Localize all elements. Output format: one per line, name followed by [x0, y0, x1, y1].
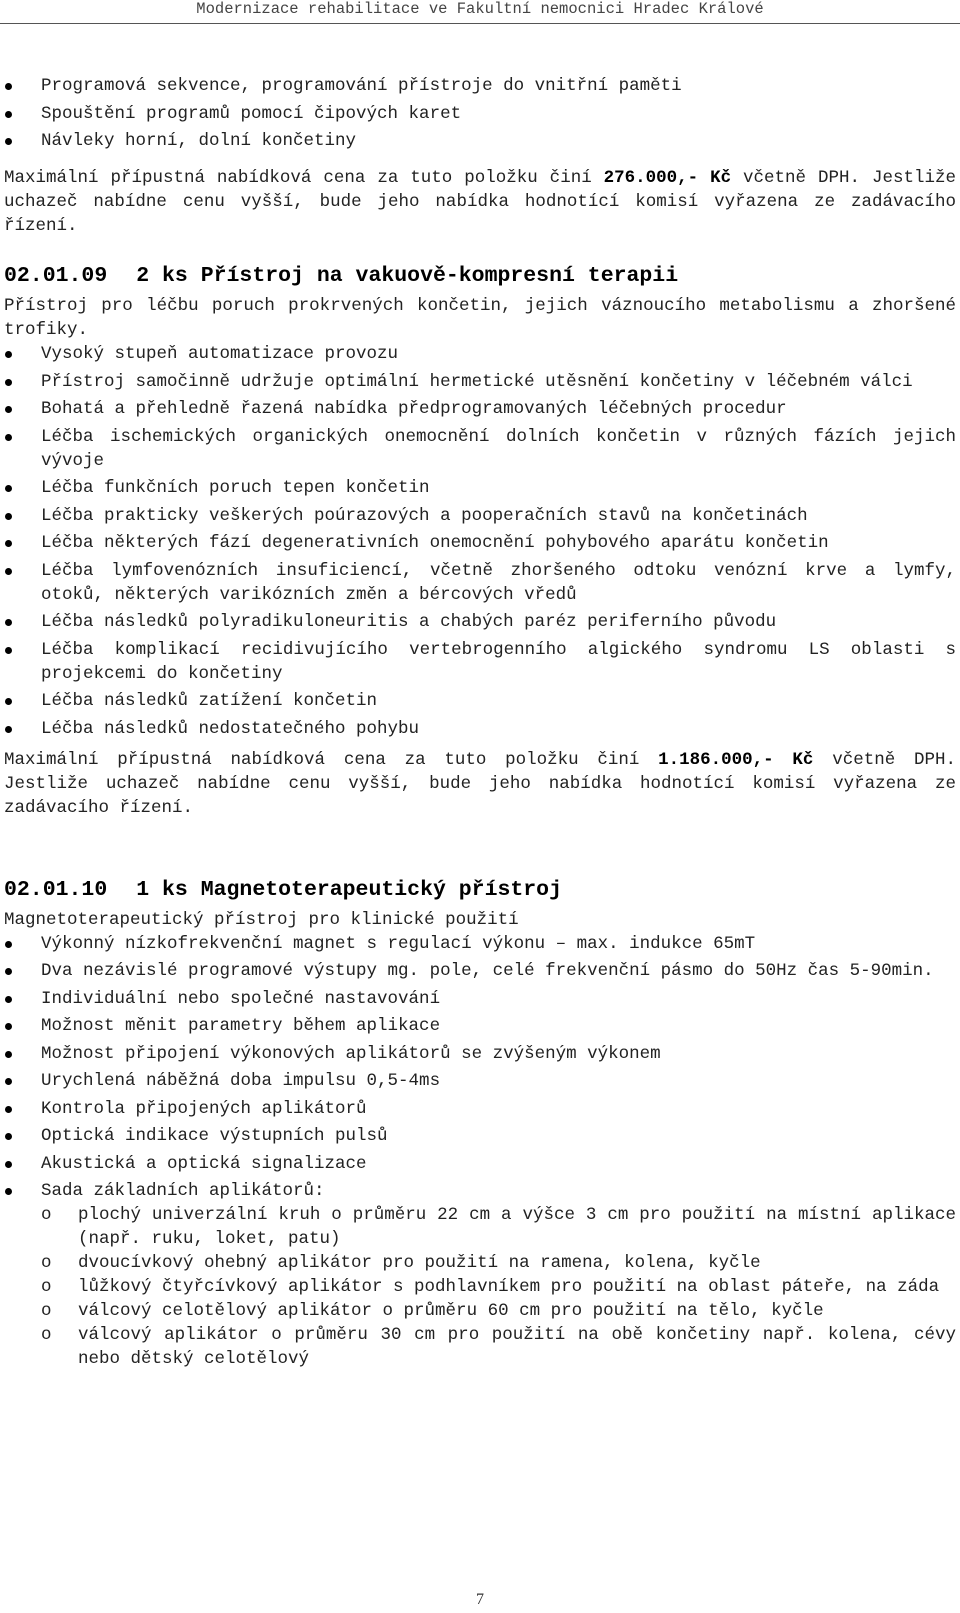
list-item: Výkonný nízkofrekvenční magnet s regulací výkonu – max. indukce 65mT [4, 932, 956, 956]
section-heading-1 [4, 262, 956, 290]
price-text: Maximální přípustná nabídková cena za tuto položku činí [4, 168, 604, 188]
sub-list-item: o lůžkový čtyřcívkový aplikátor s podhlavníkem pro použití na oblast páteře, na záda [4, 1275, 956, 1299]
section2-bullet-list [4, 932, 956, 1204]
section-heading-2 [4, 876, 956, 904]
price-text: včetně DPH. Jestliže uchazeč nabídne cenu vyšší, bude jeho nabídka hodnotící komisí vyřazena ze zadávacího řízení. [4, 168, 956, 236]
list-item: Léčba funkčních poruch tepen končetin [4, 476, 956, 500]
sub-list-item: o válcový celotělový aplikátor o průměru 60 cm pro použití na tělo, kyčle [4, 1299, 956, 1323]
price-amount: 1.186.000,- Kč [658, 749, 814, 770]
section-number: 02.01.10 [4, 877, 108, 902]
list-item: Individuální nebo společné nastavování [4, 987, 956, 1011]
running-header [0, 0, 960, 18]
list-item: Léčba lymfovenózních insuficiencí, včetně zhoršeného odtoku venózní krve a lymfy, otoků, některých varikózních změn a bércových vředů [4, 559, 956, 607]
list-item: Léčba následků polyradikuloneuritis a chabých paréz periferního původu [4, 610, 956, 634]
section-description: Přístroj pro léčbu poruch prokrvených končetin, jejich váznoucího metabolismu a zhoršené trofiky. [4, 296, 956, 340]
document-title: Modernizace rehabilitace ve Fakultní nemocnici Hradec Králové [196, 0, 764, 18]
list-item: Léčba ischemických organických onemocnění dolních končetin v různých fázích jejich vývoje [4, 425, 956, 473]
list-item: Dva nezávislé programové výstupy mg. pole, celé frekvenční pásmo do 50Hz čas 5-90min. [4, 959, 956, 983]
list-item: Léčba některých fází degenerativních onemocnění pohybového aparátu končetin [4, 531, 956, 555]
list-item: Léčba prakticky veškerých poúrazových a pooperačních stavů na končetinách [4, 504, 956, 528]
list-item: Možnost připojení výkonových aplikátorů se zvýšeným výkonem [4, 1042, 956, 1066]
price-paragraph-1 [4, 166, 956, 238]
price-text: Maximální přípustná nabídková cena za tuto položku činí [4, 749, 659, 770]
list-item: Možnost měnit parametry během aplikace [4, 1014, 956, 1038]
list-item: Přístroj samočinně udržuje optimální hermetické utěsnění končetiny v léčebném válci [4, 370, 956, 394]
page-number: 7 [476, 1591, 484, 1608]
price-amount: 276.000,- Kč [603, 168, 732, 188]
list-item: Léčba komplikací recidivujícího vertebrogenního algického syndromu LS oblasti s projekcemi do končetiny [4, 638, 956, 686]
section-title: 2 ks Přístroj na vakuově-kompresní terapii [136, 264, 679, 288]
section-description: Magnetoterapeutický přístroj pro klinické použití [4, 909, 519, 930]
list-item: Urychlená náběžná doba impulsu 0,5-4ms [4, 1069, 956, 1093]
sub-list-item: o válcový aplikátor o průměru 30 cm pro použití na obě končetiny např. kolena, cévy nebo dětský celotělový [4, 1323, 956, 1371]
list-item: Vysoký stupeň automatizace provozu [4, 342, 956, 366]
section-number: 02.01.09 [4, 264, 108, 288]
section1-bullet-list [4, 342, 956, 741]
sub-list-item: o dvoucívkový ohebný aplikátor pro použití na ramena, kolena, kyčle [4, 1251, 956, 1275]
list-item: Programová sekvence, programování přístroje do vnitřní paměti [4, 74, 956, 98]
top-bullet-list [4, 74, 956, 153]
document-body [4, 74, 956, 1371]
list-item: Optická indikace výstupních pulsů [4, 1124, 956, 1148]
sub-list-item: o plochý univerzální kruh o průměru 22 cm a výšce 3 cm pro použití na místní aplikace (např. ruku, loket, patu) [4, 1203, 956, 1251]
price-text: včetně DPH. Jestliže uchazeč nabídne cenu vyšší, bude jeho nabídka hodnotící komisí vyřazena ze zadávacího řízení. [4, 749, 956, 818]
list-item: Návleky horní, dolní končetiny [4, 129, 956, 153]
applicator-sublist [4, 1203, 956, 1371]
list-item: Sada základních aplikátorů: [4, 1179, 956, 1203]
list-item: Akustická a optická signalizace [4, 1152, 956, 1176]
price-paragraph-2 [4, 748, 956, 820]
list-item: Bohatá a přehledně řazená nabídka předprogramovaných léčebných procedur [4, 397, 956, 421]
header-divider [0, 23, 960, 24]
list-item: Spouštění programů pomocí čipových karet [4, 102, 956, 126]
list-item: Léčba následků nedostatečného pohybu [4, 717, 956, 741]
list-item: Kontrola připojených aplikátorů [4, 1097, 956, 1121]
section-title: 1 ks Magnetoterapeutický přístroj [136, 877, 562, 902]
list-item: Léčba následků zatížení končetin [4, 689, 956, 713]
